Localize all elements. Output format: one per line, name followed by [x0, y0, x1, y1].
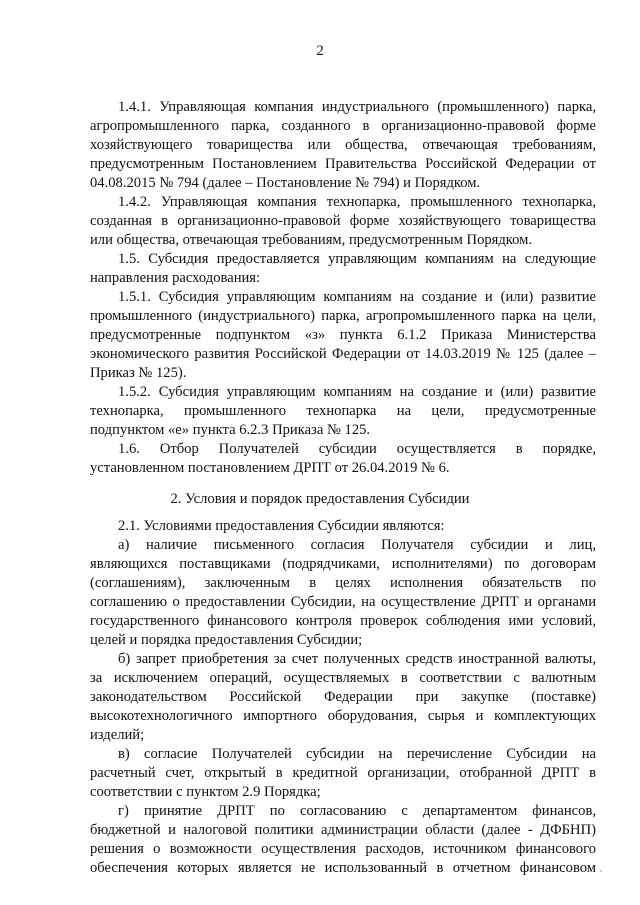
text-line: соглашению о предоставлении Субсидии, на осуществление ДРПТ и органами — [90, 594, 596, 610]
text-line: целей и порядка предоставления Субсидии; — [90, 632, 363, 648]
text-line: законодательством Российской Федерации при закупке (поставке) — [90, 689, 596, 705]
text-line: соответствии с пунктом 2.9 Порядка; — [90, 784, 321, 800]
text-line: установленном постановлением ДРПТ от 26.04.2019 № 6. — [90, 460, 450, 476]
text-line: 1.4.1. Управляющая компания индустриального (промышленного) парка, — [118, 99, 596, 115]
text-line: являющихся поставщиками (подрядчиками, исполнителями) по договорам — [90, 556, 596, 572]
text-line: экономического развития Российской Федерации от 14.03.2019 № 125 (далее – — [90, 346, 596, 362]
text-line: обеспечения которых является не использованный в отчетном финансовом — [90, 860, 596, 876]
text-line: а) наличие письменного согласия Получателя субсидии и лиц, — [118, 537, 596, 553]
text-line: государственного финансового контроля проверок соблюдения ими условий, — [90, 613, 596, 629]
text-line: 04.08.2015 № 794 (далее – Постановление № 794) и Порядком. — [90, 175, 481, 191]
text-line: направления расходования: — [90, 270, 261, 286]
text-line: агропромышленного парка, созданного в организационно-правовой форме — [90, 118, 596, 134]
text-line: хозяйствующего товарищества или общества, отвечающая требованиям, — [90, 137, 596, 153]
text-line: подпунктом «е» пункта 6.2.3 Приказа № 125. — [90, 422, 371, 438]
text-line: в) согласие Получателей субсидии на перечисление Субсидии на — [118, 746, 596, 762]
text-line: б) запрет приобретения за счет полученных средств иностранной валюты, — [118, 651, 596, 667]
page-number: 2 — [316, 43, 324, 59]
scan-speck — [600, 870, 602, 872]
text-line: г) принятие ДРПТ по согласованию с департаментом финансов, — [118, 803, 596, 819]
text-line: изделий; — [90, 727, 145, 743]
text-line: 1.5.1. Субсидия управляющим компаниям на создание и (или) развитие — [118, 289, 596, 305]
text-line: бюджетной и налоговой политики администрации области (далее - ДФБНП) — [90, 822, 596, 838]
text-line: решения о возможности осуществления расходов, источником финансового — [90, 841, 596, 857]
text-line: созданная в организационно-правовой форме хозяйствующего товарищества — [90, 213, 596, 229]
text-line: высокотехнологичного импортного оборудования, сырья и комплектующих — [90, 708, 596, 724]
section-heading: 2. Условия и порядок предоставления Субсидии — [170, 491, 470, 507]
text-line: 1.5. Субсидия предоставляется управляющим компаниям на следующие — [118, 251, 596, 267]
text-line: за исключением операций, осуществляемых в соответствии с валютным — [90, 670, 596, 686]
text-line: (соглашениям), заключенным в целях исполнения обязательств по — [90, 575, 596, 591]
text-line: предусмотренным Постановлением Правительства Российской Федерации от — [90, 156, 596, 172]
text-line: 1.5.2. Субсидия управляющим компаниям на создание и (или) развитие — [118, 384, 596, 400]
text-line: Приказ № 125). — [90, 365, 187, 381]
text-line: 1.6. Отбор Получателей субсидии осуществляется в порядке, — [118, 441, 596, 457]
text-line: 1.4.2. Управляющая компания технопарка, промышленного технопарка, — [118, 194, 596, 210]
text-line: расчетный счет, открытый в кредитной организации, отобранной ДРПТ в — [90, 765, 596, 781]
text-line: 2.1. Условиями предоставления Субсидии являются: — [118, 518, 445, 534]
text-line: или общества, отвечающая требованиям, предусмотренным Порядком. — [90, 232, 533, 248]
text-line: промышленного (индустриального) парка, агропромышленного парка на цели, — [90, 308, 596, 324]
text-line: технопарка, промышленного технопарка на цели, предусмотренные — [90, 403, 596, 419]
text-line: предусмотренные подпунктом «з» пункта 6.1.2 Приказа Министерства — [90, 327, 596, 343]
